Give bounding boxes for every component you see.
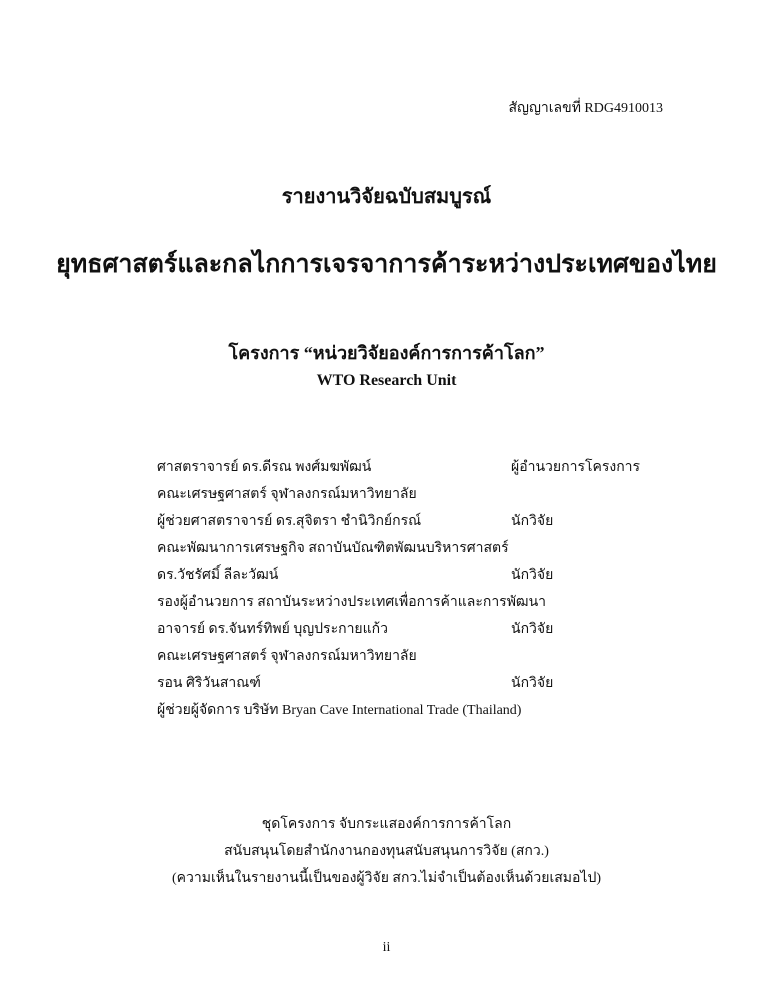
member-item xyxy=(157,620,657,674)
member-name: ดร.วัชรัศมิ์ ลีละวัฒน์ xyxy=(157,568,279,583)
member-name: อาจารย์ ดร.จันทร์ทิพย์ บุญประกายแก้ว xyxy=(157,622,388,637)
member-affiliation: คณะพัฒนาการเศรษฐกิจ สถาบันบัณฑิตพัฒนบริหารศาสตร์ xyxy=(157,541,509,556)
member-name: รอน ศิริวันสาณฑ์ xyxy=(157,676,261,691)
report-title: ยุทธศาสตร์และกลไกการเจรจาการค้าระหว่างประเทศของไทย xyxy=(56,251,717,278)
member-affiliation: คณะเศรษฐศาสตร์ จุฬาลงกรณ์มหาวิทยาลัย xyxy=(157,649,417,664)
disclaimer-line: (ความเห็นในรายงานนี้เป็นของผู้วิจัย สกว.ไม่จำเป็นต้องเห็นด้วยเสมอไป) xyxy=(171,871,601,886)
member-affiliation: ผู้ช่วยผู้จัดการ บริษัท Bryan Cave International Trade (Thailand) xyxy=(157,703,522,718)
report-type: รายงานวิจัยฉบับสมบูรณ์ xyxy=(281,186,492,208)
member-list xyxy=(157,458,657,728)
footer-notes xyxy=(0,815,773,896)
member-role: นักวิจัย xyxy=(511,622,554,637)
page-number: ii xyxy=(382,940,391,955)
series-line: ชุดโครงการ จับกระแสองค์การการค้าโลก xyxy=(261,817,512,832)
member-name: ศาสตราจารย์ ดร.ดีรณ พงศ์มฆพัฒน์ xyxy=(157,460,372,475)
member-item xyxy=(157,458,657,512)
member-item xyxy=(157,512,657,566)
member-role: ผู้อำนวยการโครงการ xyxy=(511,460,641,475)
contract-number: สัญญาเลขที่ RDG4910013 xyxy=(508,101,663,116)
member-role: นักวิจัย xyxy=(511,514,554,529)
member-name: ผู้ช่วยศาสตราจารย์ ดร.สุจิตรา ชำนิวิกย์กรณ์ xyxy=(157,514,422,529)
member-item xyxy=(157,674,657,728)
support-line: สนับสนุนโดยสำนักงานกองทุนสนับสนุนการวิจัย (สกว.) xyxy=(224,844,549,859)
member-affiliation: รองผู้อำนวยการ สถาบันระหว่างประเทศเพื่อการค้าและการพัฒนา xyxy=(157,595,547,610)
member-item xyxy=(157,566,657,620)
project-unit: WTO Research Unit xyxy=(316,372,457,389)
member-affiliation: คณะเศรษฐศาสตร์ จุฬาลงกรณ์มหาวิทยาลัย xyxy=(157,487,417,502)
member-role: นักวิจัย xyxy=(511,568,554,583)
project-name: โครงการ “หน่วยวิจัยองค์การการค้าโลก” xyxy=(228,343,545,363)
member-role: นักวิจัย xyxy=(511,676,554,691)
